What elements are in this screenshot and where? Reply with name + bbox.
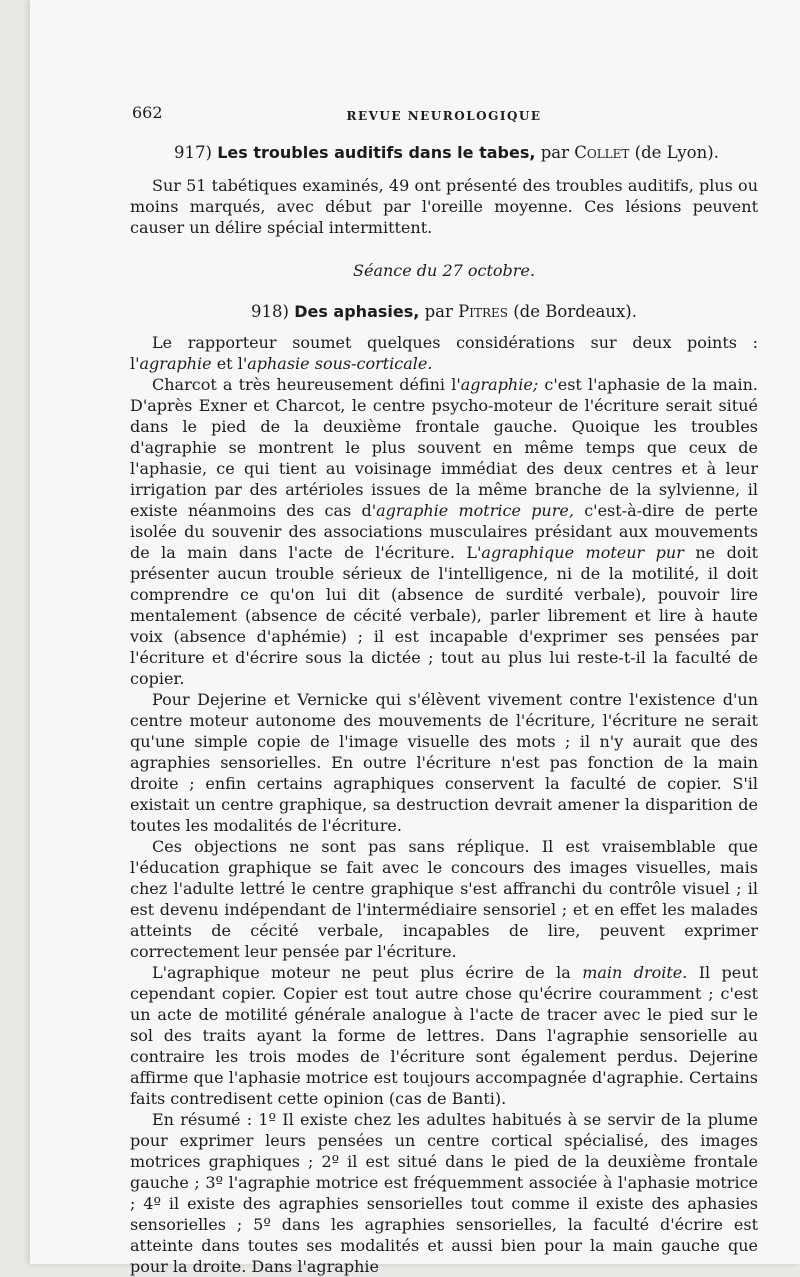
article-917-by: par xyxy=(540,143,569,162)
journal-title: REVUE NEUROLOGIQUE xyxy=(346,109,542,123)
p2-text-g: ne doit présenter aucun trouble sérieux de l'intelligence, ni de la motilité, il doit comprendre ce qu'on lui dit (absence de surdité verbale), pouvoir lire mentalement (absence de cécité verbale), parler librement et lire à haute voix (absence d'aphémie) ; il est incapable d'exprimer ses pensées par l'écriture et d'écrire sous la dictée ; tout au plus lui reste-t-il la faculté de copier. xyxy=(130,543,758,688)
p2-italic-f: agraphique moteur pur xyxy=(481,543,684,562)
p2-text-a: Charcot a très heureusement défini l' xyxy=(152,375,461,394)
article-918-title: Des aphasies, xyxy=(294,302,420,321)
p5-italic-b: main droite. xyxy=(582,963,688,982)
p1-italic-d: aphasie sous-corticale. xyxy=(247,354,433,373)
p5-text-c: Il peut cependant copier. Copier est tout autre chose qu'écrire couramment ; c'est un acte de motilité générale analogue à l'acte de tracer avec le pied sur le sol des traits ayant la forme de lettres. Dans l'agraphie sensorielle au contraire les trois modes de l'écriture sont également perdus. Dejerine affirme que l'aphasie motrice est toujours accompagnée d'agraphie. Certains faits contredisent cette opinion (cas de Banti). xyxy=(130,963,758,1108)
running-header xyxy=(130,98,758,128)
article-918-heading xyxy=(130,301,758,322)
p2-text-e: c'est-à-dire de perte isolée du souvenir des associations musculaires présidant aux mouvements de la main dans l'acte de l'écriture. L' xyxy=(130,501,759,562)
article-917-paragraph: Sur 51 tabétiques examinés, 49 ont présenté des troubles auditifs, plus ou moins marqués, avec début par l'oreille moyenne. Ces lésions peuvent causer un délire spécial intermittent. xyxy=(130,176,758,237)
article-917-heading xyxy=(130,142,758,163)
article-917-title: Les troubles auditifs dans le tabes, xyxy=(217,143,536,162)
article-917-author: Collet xyxy=(574,143,630,162)
paragraph-6: En résumé : 1º Il existe chez les adultes habitués à se servir de la plume pour exprimer leurs pensées un centre cortical spécialisé, des images motrices graphiques ; 2º il est situé dans le pied de la deuxième frontale gauche ; 3º l'agraphie motrice est fréquemment associée à l'aphasie motrice ; 4º il existe des agraphies sensorielles tout comme il existe des aphasies sensorielles ; 5º dans les agraphies sensorielles, la faculté d'écrire est atteinte dans toutes ses modalités et aussi bien pour la main gauche que pour la droite. Dans l'agraphie xyxy=(130,1110,758,1276)
paragraph-3: Pour Dejerine et Vernicke qui s'élèvent vivement contre l'existence d'un centre moteur autonome des mouvements de l'écriture, l'écriture ne serait qu'une simple copie de l'image visuelle des mots ; il n'y aurait que des agraphies sensorielles. En outre l'écriture n'est pas fonction de la main droite ; enfin certains agraphiques conservent la faculté de copier. S'il existait un centre graphique, sa destruction devrait amener la disparition de toutes les modalités de l'écriture. xyxy=(130,690,758,835)
p2-italic-b: agraphie; xyxy=(460,375,539,394)
article-917-number: 917) xyxy=(174,143,212,162)
article-918-author: Pitres xyxy=(458,302,508,321)
scanned-page xyxy=(30,0,800,1276)
paragraph-4: Ces objections ne sont pas sans réplique. Il est vraisemblable que l'éducation graphique se fait avec le concours des images visuelles, mais chez l'adulte lettré le centre graphique s'est affranchi du contrôle visuel ; il est devenu indépendant de l'intermédiaire sensoriel ; et en effet les malades atteints de cécité verbale, incapables de lire, peuvent exprimer correctement leur pensée par l'écriture. xyxy=(130,837,758,961)
text-column xyxy=(130,98,758,1277)
article-917-place: (de Lyon). xyxy=(634,143,719,162)
p2-italic-d: agraphie motrice pure, xyxy=(376,501,574,520)
p1-text-a: Le rapporteur soumet quelques considérations sur deux points : l' xyxy=(130,333,758,373)
p1-italic-b: agraphie xyxy=(139,354,212,373)
article-918-number: 918) xyxy=(251,302,289,321)
page-number: 662 xyxy=(132,103,163,122)
p1-text-c: et l' xyxy=(211,354,248,373)
article-918-place: (de Bordeaux). xyxy=(513,302,637,321)
p2-text-c: c'est l'aphasie de la main. D'après Exner et Charcot, le centre psycho-moteur de l'écriture serait situé dans le pied de la deuxième frontale gauche. Quoique les troubles d'agraphie se montrent le plus souvent en même temps que ceux de l'aphasie, ce qui tient au voisinage immédiat des deux centres et à leur irrigation par des artérioles issues de la même branche de la sylvienne, il existe néanmoins des cas d' xyxy=(130,375,759,520)
paragraph-1 xyxy=(130,332,758,374)
session-heading: Séance du 27 octobre. xyxy=(353,261,535,280)
article-918-by: par xyxy=(424,302,453,321)
paragraph-2 xyxy=(130,374,758,689)
paragraph-5 xyxy=(130,962,758,1109)
p5-text-a: L'agraphique moteur ne peut plus écrire de la xyxy=(152,963,583,982)
